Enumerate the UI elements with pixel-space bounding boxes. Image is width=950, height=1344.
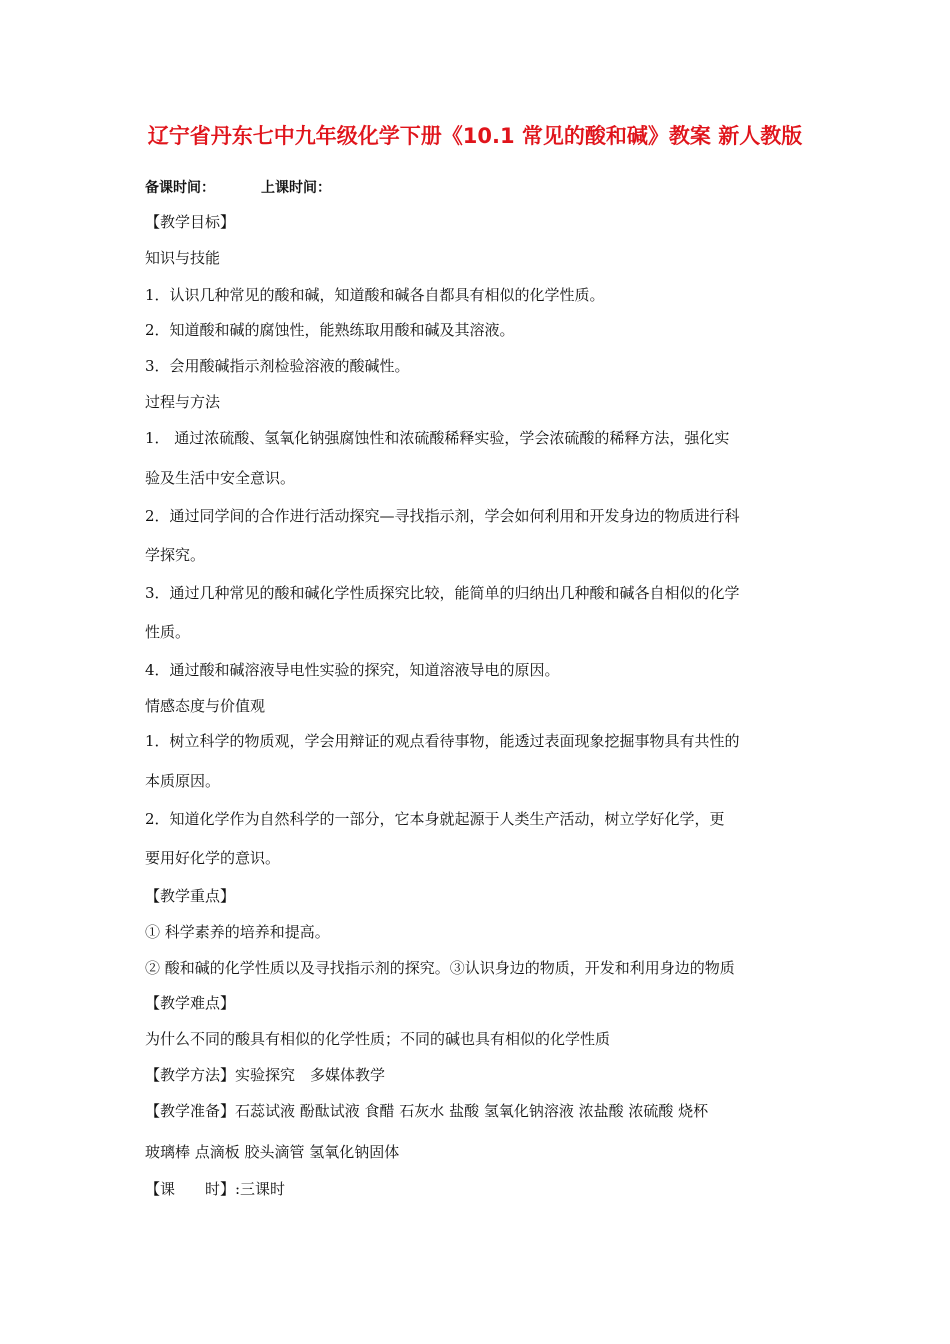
text-line: 1．树立科学的物质观，学会用辩证的观点看待事物，能透过表面现象挖掘事物具有共性的	[145, 732, 740, 750]
text-line: 2．知道酸和碱的腐蚀性，能熟练取用酸和碱及其溶液。	[145, 321, 515, 339]
text-line: 为什么不同的酸具有相似的化学性质；不同的碱也具有相似的化学性质	[145, 1030, 611, 1048]
section-heading-key-points: 【教学重点】	[145, 887, 236, 905]
text-line: ② 酸和碱的化学性质以及寻找指示剂的探究。③认识身边的物质，开发和利用身边的物质	[145, 959, 735, 977]
text-line: 2．通过同学间的合作进行活动探究—寻找指示剂，学会如何利用和开发身边的物质进行科	[145, 507, 740, 525]
text-line: 4．通过酸和碱溶液导电性实验的探究，知道溶液导电的原因。	[145, 661, 560, 679]
document-title: 辽宁省丹东七中九年级化学下册《10.1 常见的酸和碱》教案 新人教版	[147, 124, 803, 148]
prep-time-label: 备课时间：	[145, 180, 215, 196]
time-header	[145, 178, 331, 198]
class-hours-line: 【课 时】:三课时	[145, 1180, 286, 1198]
section-heading-difficulties: 【教学难点】	[145, 994, 236, 1012]
text-line: 2．知道化学作为自然科学的一部分，它本身就起源于人类生产活动，树立学好化学，更	[145, 810, 725, 828]
text-line: 3．通过几种常见的酸和碱化学性质探究比较，能简单的归纳出几种酸和碱各自相似的化学	[145, 584, 740, 602]
class-time-label: 上课时间：	[261, 180, 331, 196]
section-heading-objectives: 【教学目标】	[145, 213, 236, 231]
teaching-methods-line: 【教学方法】实验探究 多媒体教学	[145, 1066, 386, 1084]
text-line: 性质。	[145, 623, 191, 641]
text-line: 1． 通过浓硫酸、氢氧化钠强腐蚀性和浓硫酸稀释实验，学会浓硫酸的稀释方法，强化实	[145, 429, 730, 447]
subheading-process-method: 过程与方法	[145, 393, 221, 411]
text-line: 3．会用酸碱指示剂检验溶液的酸碱性。	[145, 357, 410, 375]
text-line: 学探究。	[145, 546, 206, 564]
text-line: 玻璃棒 点滴板 胶头滴管 氢氧化钠固体	[145, 1143, 400, 1161]
subheading-knowledge-skills: 知识与技能	[145, 249, 221, 267]
text-line: ① 科学素养的培养和提高。	[145, 923, 330, 941]
text-line: 要用好化学的意识。	[145, 849, 281, 867]
text-line: 验及生活中安全意识。	[145, 469, 296, 487]
teaching-preparation-line: 【教学准备】石蕊试液 酚酞试液 食醋 石灰水 盐酸 氢氧化钠溶液 浓盐酸 浓硫酸 烧杯	[145, 1102, 709, 1120]
subheading-attitude-values: 情感态度与价值观	[145, 697, 266, 715]
text-line: 本质原因。	[145, 772, 221, 790]
text-line: 1．认识几种常见的酸和碱，知道酸和碱各自都具有相似的化学性质。	[145, 286, 605, 304]
